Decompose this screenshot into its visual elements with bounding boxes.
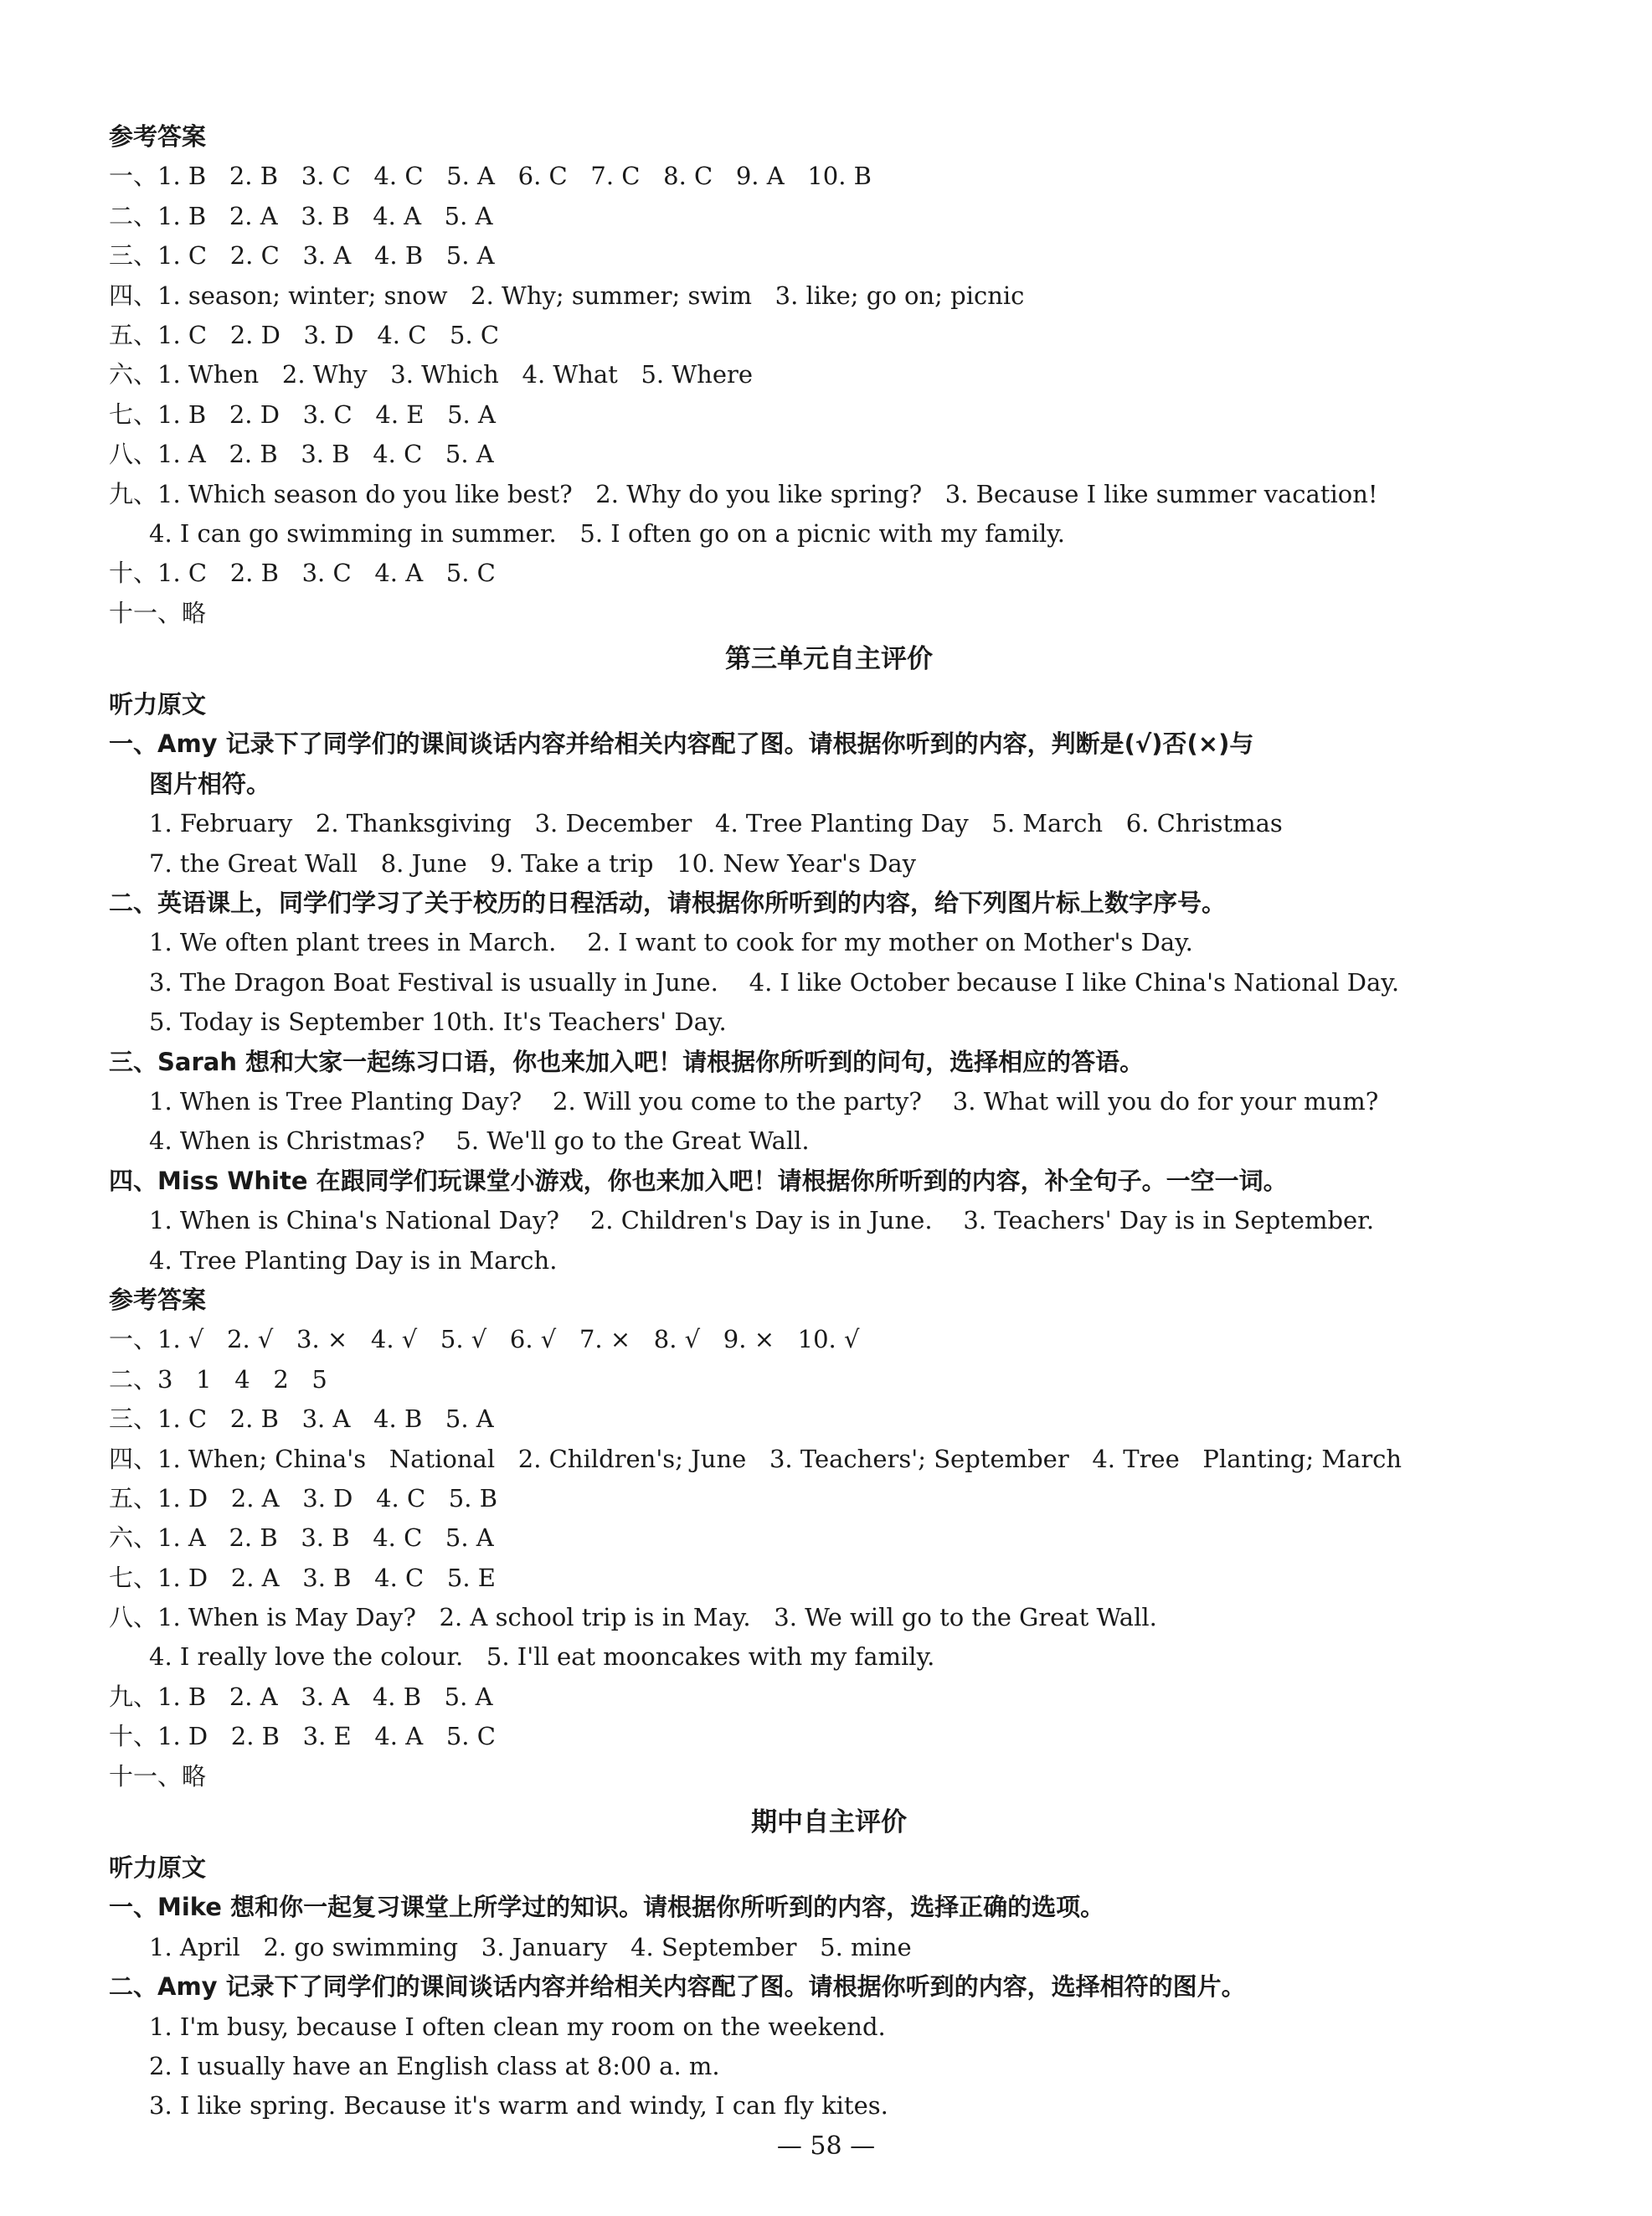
question-instruction: 一、Amy 记录下了同学们的课间谈话内容并给相关内容配了图。请根据你听到的内容，判断是(√)否(×)与 [109,729,1254,759]
script-line: 3. I like spring. Because it's warm and windy, I can fly kites. [149,2091,888,2121]
answer-line: 十、1. D 2. B 3. E 4. A 5. C [109,1722,496,1751]
question-instruction: 二、Amy 记录下了同学们的课间谈话内容并给相关内容配了图。请根据你听到的内容，选择相符的图片。 [109,1972,1246,2002]
answer-line: 五、1. D 2. A 3. D 4. C 5. B [109,1483,498,1513]
answer-line: 四、1. season; winter; snow 2. Why; summer; swim 3. like; go on; picnic [109,281,1025,310]
answer-line: 二、3 1 4 2 5 [109,1364,327,1394]
answers-heading: 参考答案 [109,1285,207,1314]
page-number: — 58 — [776,2131,876,2161]
answer-line: 九、1. Which season do you like best? 2. Why do you like spring? 3. Because I like summer vacation! [109,479,1378,508]
answer-line: 4. I really love the colour. 5. I'll eat mooncakes with my family. [149,1642,935,1672]
answer-line: 一、1. √ 2. √ 3. × 4. √ 5. √ 6. √ 7. × 8. √ 9. × 10. √ [109,1325,860,1354]
script-line: 7. the Great Wall 8. June 9. Take a trip 10. New Year's Day [149,848,917,878]
script-line: 1. I'm busy, because I often clean my room on the weekend. [149,2012,886,2041]
answer-line: 十、1. C 2. B 3. C 4. A 5. C [109,559,496,588]
answer-line: 四、1. When; China's National 2. Children's; June 3. Teachers'; September 4. Tree Planting; March [109,1444,1402,1473]
question-instruction: 图片相符。 [149,769,271,798]
section-title: 第三单元自主评价 [725,644,933,675]
answer-line: 五、1. C 2. D 3. D 4. C 5. C [109,320,500,349]
script-line: 5. Today is September 10th. It's Teachers' Day. [149,1008,727,1037]
answers-heading: 参考答案 [109,122,207,151]
section-title: 期中自主评价 [751,1807,907,1838]
script-line: 1. April 2. go swimming 3. January 4. September 5. mine [149,1932,912,1961]
answer-line: 十一、略 [109,1761,207,1791]
question-instruction: 三、Sarah 想和大家一起练习口语，你也来加入吧！请根据你所听到的问句，选择相应的答语。 [109,1047,1145,1076]
answer-line: 4. I can go swimming in summer. 5. I often go on a picnic with my family. [149,518,1066,548]
answer-line: 八、1. When is May Day? 2. A school trip is in May. 3. We will go to the Great Wall. [109,1603,1157,1632]
question-instruction: 二、英语课上，同学们学习了关于校历的日程活动，请根据你所听到的内容，给下列图片标上数字序号。 [109,889,1227,918]
script-line: 4. Tree Planting Day is in March. [149,1245,558,1275]
question-instruction: 一、Mike 想和你一起复习课堂上所学过的知识。请根据你所听到的内容，选择正确的选项。 [109,1893,1105,1922]
answer-line: 六、1. A 2. B 3. B 4. C 5. A [109,1523,494,1553]
listening-heading: 听力原文 [109,1853,207,1883]
script-line: 1. February 2. Thanksgiving 3. December 4. Tree Planting Day 5. March 6. Christmas [149,809,1283,838]
answer-line: 九、1. B 2. A 3. A 4. B 5. A [109,1682,493,1711]
answer-line: 六、1. When 2. Why 3. Which 4. What 5. Where [109,360,754,389]
script-line: 1. When is Tree Planting Day? 2. Will you come to the party? 3. What will you do for your mum? [149,1086,1379,1116]
answer-line: 八、1. A 2. B 3. B 4. C 5. A [109,440,494,469]
answer-page [109,117,1549,2126]
answer-line: 三、1. C 2. C 3. A 4. B 5. A [109,241,495,271]
listening-heading: 听力原文 [109,690,207,719]
answer-line: 三、1. C 2. B 3. A 4. B 5. A [109,1404,494,1434]
answer-line: 一、1. B 2. B 3. C 4. C 5. A 6. C 7. C 8. C 9. A 10. B [109,162,872,191]
script-line: 1. When is China's National Day? 2. Children's Day is in June. 3. Teachers' Day is in September. [149,1206,1375,1235]
answer-line: 十一、略 [109,598,207,627]
answer-line: 七、1. D 2. A 3. B 4. C 5. E [109,1563,496,1592]
script-line: 3. The Dragon Boat Festival is usually in June. 4. I like October because I like China's National Day. [149,967,1400,997]
script-line: 4. When is Christmas? 5. We'll go to the Great Wall. [149,1126,810,1156]
answer-line: 七、1. B 2. D 3. C 4. E 5. A [109,399,496,429]
script-line: 2. I usually have an English class at 8:00 a. m. [149,2051,720,2080]
script-line: 1. We often plant trees in March. 2. I want to cook for my mother on Mother's Day. [149,928,1193,957]
answer-line: 二、1. B 2. A 3. B 4. A 5. A [109,201,493,230]
question-instruction: 四、Miss White 在跟同学们玩课堂小游戏，你也来加入吧！请根据你所听到的内容，补全句子。一空一词。 [109,1166,1288,1195]
